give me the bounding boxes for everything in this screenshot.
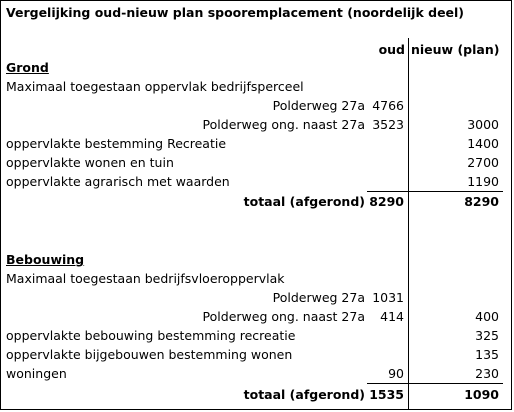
row-label: Polderweg 27a [272,290,365,305]
table-row [1,346,511,364]
value-nieuw: 135 [475,347,499,362]
value-nieuw: 325 [475,328,499,343]
row-label: oppervlakte wonen en tuin [6,155,174,170]
column-header-nieuw: nieuw (plan) [411,42,500,57]
total-nieuw: 8290 [464,194,499,209]
row-label: woningen [6,366,67,381]
column-header-oud: oud [378,42,405,57]
table-row [1,365,511,383]
section-header-row [1,251,511,269]
table-row [1,289,511,307]
table-row [1,327,511,345]
section-header-grond: Grond [6,60,49,75]
total-row [1,386,511,404]
value-nieuw: 230 [475,366,499,381]
value-oud: 1031 [372,290,404,305]
section-header-bebouwing: Bebouwing [6,252,85,267]
total-rule [367,191,503,192]
total-rule [367,383,503,384]
row-label: oppervlakte bebouwing bestemming recreatie [6,328,296,343]
total-oud: 8290 [369,194,404,209]
table-row [1,135,511,153]
table-row [1,116,511,134]
table-title: Vergelijking oud-nieuw plan spooremplacement (noordelijk deel) [6,5,465,20]
total-oud: 1535 [369,387,404,402]
value-oud: 3523 [372,117,404,132]
value-oud: 90 [388,366,404,381]
total-nieuw: 1090 [464,387,499,402]
row-label: oppervlakte agrarisch met waarden [6,174,230,189]
value-oud: 414 [380,309,404,324]
section-header-row [1,59,511,77]
row-label: Polderweg 27a [272,98,365,113]
section-intro-row [1,270,511,288]
total-label: totaal (afgerond) [243,387,365,402]
row-label: oppervlakte bestemming Recreatie [6,136,227,151]
row-label: oppervlakte bijgebouwen bestemming wonen [6,347,293,362]
total-label: totaal (afgerond) [243,194,365,209]
section-intro-grond: Maximaal toegestaan oppervlak bedrijfsperceel [6,79,304,94]
section-intro-bebouwing: Maximaal toegestaan bedrijfsvloeroppervlak [6,271,285,286]
table-row [1,97,511,115]
value-nieuw: 2700 [467,155,499,170]
row-label: Polderweg ong. naast 27a [202,117,365,132]
section-intro-row [1,78,511,96]
total-row [1,193,511,211]
table-row [1,173,511,191]
table-row [1,154,511,172]
value-nieuw: 400 [475,309,499,324]
value-nieuw: 1190 [467,174,499,189]
value-nieuw: 1400 [467,136,499,151]
table-row [1,308,511,326]
value-oud: 4766 [372,98,404,113]
row-label: Polderweg ong. naast 27a [202,309,365,324]
value-nieuw: 3000 [467,117,499,132]
